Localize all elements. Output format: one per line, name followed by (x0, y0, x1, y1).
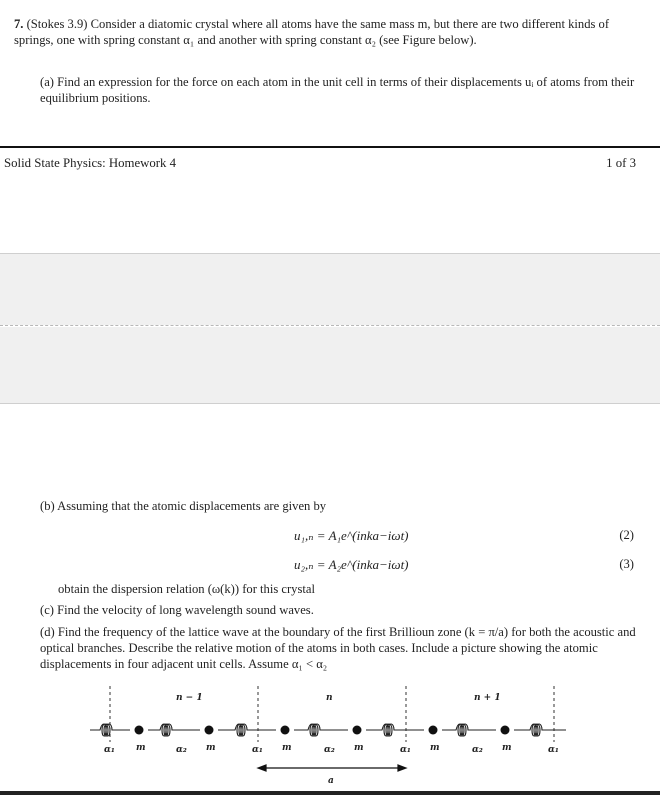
mass-label: m (136, 743, 146, 753)
mass-label: m (354, 743, 364, 753)
mass-label: m (206, 743, 216, 753)
equation-number-2: (2) (619, 528, 634, 542)
spring-label: α₂ (472, 745, 483, 755)
part-a-text: (a) Find an expression for the force on each atom in the unit cell in terms of their displacements uᵢ of atoms from their equilibrium positions. (40, 75, 635, 105)
part-d-text: (d) Find the frequency of the lattice wave at the boundary of the first Brillioun zone (k = π/a) for both the acoustic and optical branches. Describe the relative motion of the atoms in both cases. Include a picture showing the atomic displacements in four adjacent unit cells. Assume α₁ < α₂ (40, 625, 636, 671)
cell-label-n: n (326, 693, 333, 703)
equation-u1: u₁,ₙ = A₁e^(inka−iωt) (294, 528, 409, 543)
spring-alpha1-icon (366, 724, 424, 736)
atom-mass-icon (205, 726, 214, 735)
spring-alpha2-icon (294, 724, 348, 736)
cell-label-n-plus-1: n + 1 (474, 693, 501, 703)
lattice-constant-label: a (328, 776, 334, 786)
part-b-text: (b) Assuming that the atomic displacements are given by (40, 499, 327, 513)
bottom-rule (0, 791, 660, 795)
mass-label: m (502, 743, 512, 753)
diatomic-chain-figure (90, 680, 610, 790)
equation-u2: u₂,ₙ = A₂e^(inka−iωt) (294, 557, 409, 572)
atom-mass-icon (281, 726, 290, 735)
mass-label: m (282, 743, 292, 753)
equation-number-3: (3) (619, 557, 634, 571)
problem-number: 7. (14, 17, 24, 31)
cell-label-n-minus-1: n − 1 (176, 693, 203, 703)
spring-alpha2-icon (442, 724, 496, 736)
page-gap-top (0, 253, 660, 325)
spring-alpha2-icon (148, 724, 200, 736)
atom-mass-icon (429, 726, 438, 735)
spring-label: α₁ (400, 745, 411, 755)
problem-intro (14, 16, 646, 48)
page-break-dashed-line (0, 325, 660, 326)
spring-label: α₁ (548, 745, 559, 755)
spring-label: α₁ (252, 745, 263, 755)
spring-alpha1-icon (90, 724, 130, 736)
spring-alpha1-icon (218, 724, 276, 736)
footer-page-number: 1 of 3 (606, 156, 636, 170)
part-b-followup: obtain the dispersion relation (ω(k)) for this crystal (58, 582, 315, 596)
mass-label: m (430, 743, 440, 753)
spring-label: α₂ (176, 745, 187, 755)
atom-mass-icon (353, 726, 362, 735)
atom-mass-icon (501, 726, 510, 735)
spring-label: α₁ (104, 745, 115, 755)
page-gap-bottom (0, 327, 660, 404)
arrow-right-icon (398, 765, 406, 771)
footer-course-title: Solid State Physics: Homework 4 (4, 156, 177, 170)
arrow-left-icon (258, 765, 266, 771)
atom-mass-icon (135, 726, 144, 735)
problem-intro-text: (Stokes 3.9) Consider a diatomic crystal where all atoms have the same mass m, but there are two different kinds of springs, one with spring constant α₁ and another with spring constant α₂ (see Figure below). (14, 17, 610, 47)
part-c-text: (c) Find the velocity of long wavelength sound waves. (40, 603, 314, 617)
spring-label: α₂ (324, 745, 335, 755)
footer-rule (0, 146, 660, 148)
spring-alpha1-icon (514, 724, 566, 736)
